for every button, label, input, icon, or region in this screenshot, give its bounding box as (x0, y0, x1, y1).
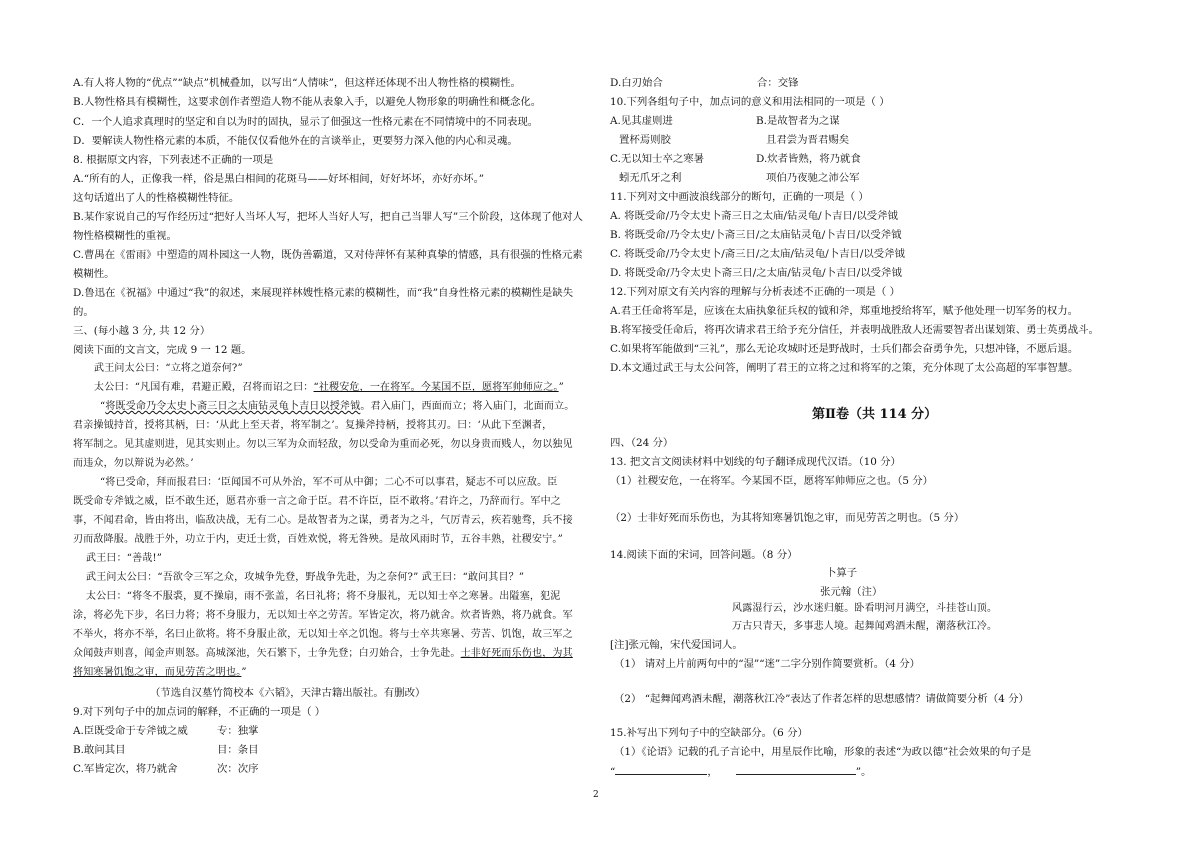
q11-stem: 11.下列对文中画波浪线部分的断句，正确的一项是（ ） (610, 191, 869, 203)
passage-line: 将知寒暑饥饱之审，而见劳苦之明也。” (73, 667, 247, 678)
q9-option-b: B.敢问其目 目：条目 (73, 744, 259, 756)
q10-row-1: A.见其虚则进 B.是故智者为之谋 (610, 115, 840, 127)
part-2-heading: 第Ⅱ卷（共 114 分） (812, 407, 938, 422)
passage-line: 刃而敌降服。战胜于外，功立于内，吏迁士赏，百姓欢悦，将无咎殃。是故风雨时节，五谷丰熟，社稷安宁。” (73, 534, 563, 545)
passage-line: 众闻鼓声则喜，闻金声则怒。高城深池，矢石繁下，士争先登；白刃始合，士争先赴。士非好死而乐伤也，为其 (73, 648, 573, 659)
q7-option-c: C．一个人追求真理时的坚定和自以为时的固执，显示了佃强这一性格元素在不同情境中的不同表现。 (73, 116, 539, 128)
wavy-underlined-passage: 将既受命乃令太史卜斋三日之太庙钻灵龟卜吉日以授斧钺 (105, 401, 361, 412)
q7-option-b: B.人物性格具有模糊性，这要求创作者塑造人物不能从表象入手，以避免人物形象的明确性和概念化。 (73, 96, 542, 108)
q8-option-c-cont: 模糊性。 (73, 268, 115, 280)
poem-note: [注]张元翰，宋代爱国词人。 (610, 639, 743, 651)
q8-option-c: C.曹禺在《雷雨》中塑造的周朴园这一人物，既伪善霸道，又对侍萍怀有某种真挚的情感，具有很强的性格元素 (73, 249, 583, 261)
passage-line: 武王问太公曰：“立将之道奈何?” (94, 363, 243, 374)
passage-line: 君亲操钺持首，授将其柄，曰：‘从此上至天者，将军制之’。复操斧持柄，授将其刃。曰：‘从此下至渊者， (73, 420, 553, 431)
passage-line: “将已受命，拜而报君曰：‘臣闻国不可从外治，军不可从中御；二心不可以事君，疑志不可以应敌。臣 (100, 477, 558, 488)
q11-option-a: A. 将既受命/乃令太史卜斋三日之太庙/钻灵龟/卜吉日/以受斧钺 (610, 210, 898, 222)
passage-line: 事，不闻君命，皆由将出，临敌决战，无有二心。是故智者为之谋，勇者为之斗，气厉青云，疾若驰骛，兵不接 (73, 515, 573, 526)
underlined-sentence-1: “社稷安危，一在将军。今某国不臣，愿将军帅师应之。 (313, 382, 559, 393)
q15-item-1: （1）《论语》记载的孔子言论中，用星辰作比喻，形象的表述“为政以德”社会效果的句子是 (614, 746, 1032, 758)
q11-option-c: C. 将既受命/乃令太史卜/斋三日/之太庙/钻灵龟/卜吉日/以受斧钺 (610, 248, 905, 260)
passage-line: 不举火，将亦不举，名曰止欲将。将不身服止欲，无以知士卒之饥饱。将与士卒共寒暑、劳苦、饥饱，故三军之 (73, 629, 573, 640)
poem-title: 卜算子 (826, 567, 858, 579)
q8-option-a-cont: 这句话道出了人的性格模糊性特征。 (73, 192, 240, 204)
q12-option-c: C.如果将军能做到“三礼”，那么无论攻城时还是野战时，士兵们都会奋勇争先，只想冲锋，不愿后退。 (610, 343, 1079, 355)
fill-in-blank[interactable] (615, 764, 707, 775)
q12-option-b: B.将军接受任命后，将再次请求君王给予充分信任，并表明战胜敌人还需要智者出谋划策、勇士英勇战斗。 (610, 324, 1099, 336)
page-number: 2 (593, 790, 599, 800)
q11-option-d: D. 将既受命/乃令太史卜斋三日/之太庙/钻灵龟/卜吉日/以受斧钺 (610, 267, 902, 279)
q9-option-d: D.白刃始合 合：交锋 (610, 77, 799, 89)
q10-row-3: C.无以知士卒之寒暑 D.炊者皆熟，将乃就食 (610, 153, 861, 165)
q13-stem: 13. 把文言文阅读材料中划线的句子翻译成现代汉语。（10 分） (610, 456, 901, 468)
passage-line: 将军制之。见其虚则进，见其实则止。勿以三军为众而轻敌，勿以受命为重而必死，勿以身贵而贱人，勿以独见 (73, 439, 573, 450)
q14-item-1: （1） 请对上片前两句中的“湿”“迷”二字分别作简要赏析。（4 分） (614, 658, 921, 670)
passage-line: 武王曰：“善哉!” (86, 553, 163, 564)
q14-stem: 14.阅读下面的宋词，回答问题。（8 分） (610, 549, 798, 561)
q8-option-d: D.鲁迅在《祝福》中通过“我”的叙述，来展现祥林嫂性格元素的模糊性，而“我”自身性格元素的模糊性是缺失 (73, 287, 574, 299)
q10-row-4: 蚓无爪牙之利 项伯乃夜驰之沛公军 (619, 172, 860, 184)
q8-option-d-cont: 的。 (73, 306, 94, 318)
q15-blanks: “ ， ”。 (610, 766, 872, 778)
underlined-sentence-2: 士非好死而乐伤也，为其 (460, 648, 573, 659)
poem-line-1: 风露湿行云，沙水迷归艇。卧看明河月满空，斗挂苍山顶。 (732, 603, 998, 614)
passage-line: 既受命专斧钺之威，臣不敢生还，愿君亦垂一言之命于臣。君不许臣，臣不敢将。’君许之，乃辞而行。军中之 (73, 496, 561, 507)
section-4-heading: 四、（24 分） (610, 437, 674, 449)
passage-line: 太公曰：“凡国有难，君避正殿，召将而诏之曰：“社稷安危，一在将军。今某国不臣，愿将军帅师应之。” (94, 382, 564, 393)
section-3-heading: 三、(每小越 3 分, 共 12 分） (73, 325, 211, 337)
q12-option-a: A.君王任命将军是，应该在太庙执象征兵权的钺和斧，郑重地授给将军，赋予他处理一切军务的权力。 (610, 305, 1078, 317)
underlined-sentence-2-cont: 将知寒暑饥饱之审，而见劳苦之明也。 (73, 667, 242, 678)
q8-option-b: B.某作家说自己的写作经历过“把好人当坏人写，把坏人当好人写，把自己当罪人写”三个阶段，这体现了他对人 (73, 211, 583, 223)
q8-option-b-cont: 物性格模糊性的重视。 (73, 230, 177, 242)
q9-option-c: C.军皆定次，将乃就舍 次：次序 (73, 763, 259, 775)
poem-author: 张元翰（注） (820, 586, 883, 598)
q7-option-d: D．要解读人物性格元素的本质，不能仅仅看他外在的言谈举止，更要努力深入他的内心和灵魂。 (73, 135, 518, 147)
reading-instruction: 阅读下面的文言文，完成 9 一 12 题。 (73, 344, 252, 356)
q8-stem: 8. 根据原文内容，下列表述不正确的一项是 (73, 154, 274, 166)
q13-item-2: （2）士非好死而乐伤也，为其将知寒暑饥饱之审，而见劳苦之明也。（5 分） (610, 512, 965, 524)
q12-stem: 12.下列对原文有关内容的理解与分析表述不正确的一项是（ ） (610, 286, 900, 298)
q9-stem: 9.对下列句子中的加点词的解释，不正确的一项是（ ） (73, 706, 326, 718)
passage-line: 武王问太公曰：“吾欲令三军之众，攻城争先登，野战争先赴，为之奈何?” 武王曰：“敢问其目？” (86, 572, 525, 583)
source-citation: （节选自汉墓竹简校本《六韬》，天津古籍出版社。有删改） (150, 687, 426, 699)
q7-option-a: A.有人将人物的“优点”“缺点”机械叠加，以写出“人情味”，但这样还体现不出人物性格的模糊性。 (73, 77, 521, 89)
passage-line: 太公曰：“将冬不服裘，夏不操扇，雨不张盖，名曰礼将；将不身服礼，无以知士卒之寒暑。出隘塞，犯泥 (86, 591, 561, 602)
passage-line: 而违众，勿以辩说为必然。’ (73, 458, 194, 469)
q14-item-2: （2） “起舞闻鸡酒未醒，潮落秋江冷”表达了作者怎样的思想感情？请做简要分析（4 分） (614, 693, 1029, 705)
passage-line: 涂，将必先下步，名曰力将；将不身服力，无以知士卒之劳苦。军皆定次，将乃就舍。炊者皆熟，将乃就食。军 (73, 610, 573, 621)
q13-item-1: （1）社稷安危，一在将军。今某国不臣，愿将军帅师应之也。（5 分） (610, 475, 934, 487)
poem-line-2: 万古只青天，多事悲人境。起舞闻鸡酒未醒，潮落秋江冷。 (732, 621, 998, 632)
fill-in-blank[interactable] (736, 764, 856, 775)
q10-stem: 10.下列各组句子中，加点词的意义和用法相同的一项是（ ） (610, 96, 890, 108)
q9-option-a: A.臣既受命于专斧钺之威 专：独掌 (73, 725, 259, 737)
passage-line: “将既受命乃令太史卜斋三日之太庙钻灵龟卜吉日以授斧钺。君入庙门，西面而立；将入庙门，北面而立。 (100, 401, 575, 412)
q15-stem: 15.补写出下列句子中的空缺部分。（6 分） (610, 727, 808, 739)
q11-option-b: B. 将既受命/乃令太史/卜斋三日/之太庙钻灵龟/卜吉日/以受斧钺 (610, 229, 902, 241)
q8-option-a: A.“所有的人，正像我一样，俗是黑白相间的花斑马——好坏相间，好好坏坏，亦好亦坏。” (73, 173, 485, 185)
q10-row-2: 置杯焉则胶 且君尝为晋君赐矣 (619, 134, 850, 146)
q12-option-d: D.本文通过武王与太公问答，阐明了君王的立将之过和将军的之策，充分体现了太公高超的军事智慧。 (610, 362, 1079, 374)
